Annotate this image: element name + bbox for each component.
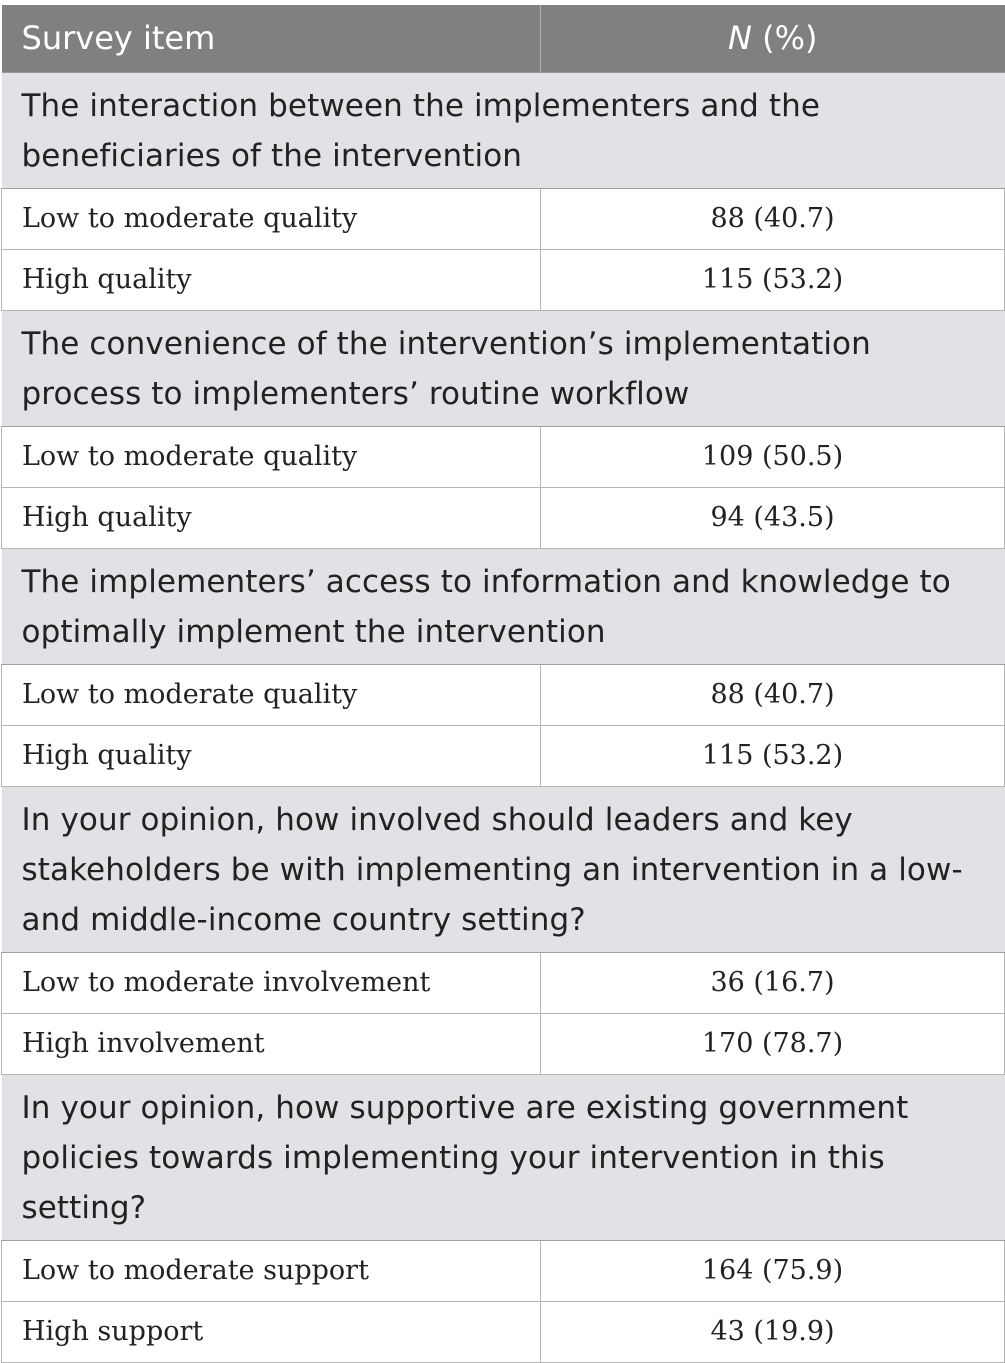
row-label: High quality: [2, 725, 541, 786]
table-row: [2, 487, 1005, 548]
section-title: The implementers’ access to information and knowledge to optimally implement the intervention: [2, 548, 1005, 664]
section-title: The convenience of the intervention’s implementation process to implementers’ routine workflow: [2, 310, 1005, 426]
table-header-row: [2, 5, 1005, 72]
table-row: [2, 725, 1005, 786]
header-n-percent: [541, 5, 1005, 72]
row-value: 43 (19.9): [541, 1301, 1005, 1362]
row-value: 115 (53.2): [541, 725, 1005, 786]
row-label: Low to moderate quality: [2, 188, 541, 249]
row-value: 115 (53.2): [541, 249, 1005, 310]
row-label: High quality: [2, 487, 541, 548]
header-percent-symbol: (%): [751, 19, 818, 58]
row-value: 88 (40.7): [541, 664, 1005, 725]
table-row: [2, 1240, 1005, 1301]
section-row: [2, 548, 1005, 664]
row-value: 36 (16.7): [541, 952, 1005, 1013]
section-title: In your opinion, how supportive are existing government policies towards implementing your intervention in this setting?: [2, 1074, 1005, 1240]
row-label: High support: [2, 1301, 541, 1362]
table-row: [2, 952, 1005, 1013]
table-row: [2, 426, 1005, 487]
row-label: Low to moderate quality: [2, 664, 541, 725]
row-value: 164 (75.9): [541, 1240, 1005, 1301]
section-title: The interaction between the implementers and the beneficiaries of the intervention: [2, 72, 1005, 188]
table-row: [2, 1013, 1005, 1074]
row-label: Low to moderate quality: [2, 426, 541, 487]
section-title: In your opinion, how involved should leaders and key stakeholders be with implementing an intervention in a low- and middle-income country setting?: [2, 786, 1005, 952]
header-survey-item: Survey item: [2, 5, 541, 72]
table-row: [2, 249, 1005, 310]
row-value: 94 (43.5): [541, 487, 1005, 548]
row-label: High involvement: [2, 1013, 541, 1074]
section-row: [2, 786, 1005, 952]
row-label: Low to moderate involvement: [2, 952, 541, 1013]
row-value: 170 (78.7): [541, 1013, 1005, 1074]
row-value: 109 (50.5): [541, 426, 1005, 487]
section-row: [2, 1074, 1005, 1240]
survey-table: [1, 5, 1005, 1363]
section-row: [2, 72, 1005, 188]
section-row: [2, 310, 1005, 426]
header-n-symbol: N: [728, 19, 752, 58]
table-row: [2, 188, 1005, 249]
table-row: [2, 1301, 1005, 1362]
row-label: Low to moderate support: [2, 1240, 541, 1301]
table-row: [2, 664, 1005, 725]
row-label: High quality: [2, 249, 541, 310]
row-value: 88 (40.7): [541, 188, 1005, 249]
